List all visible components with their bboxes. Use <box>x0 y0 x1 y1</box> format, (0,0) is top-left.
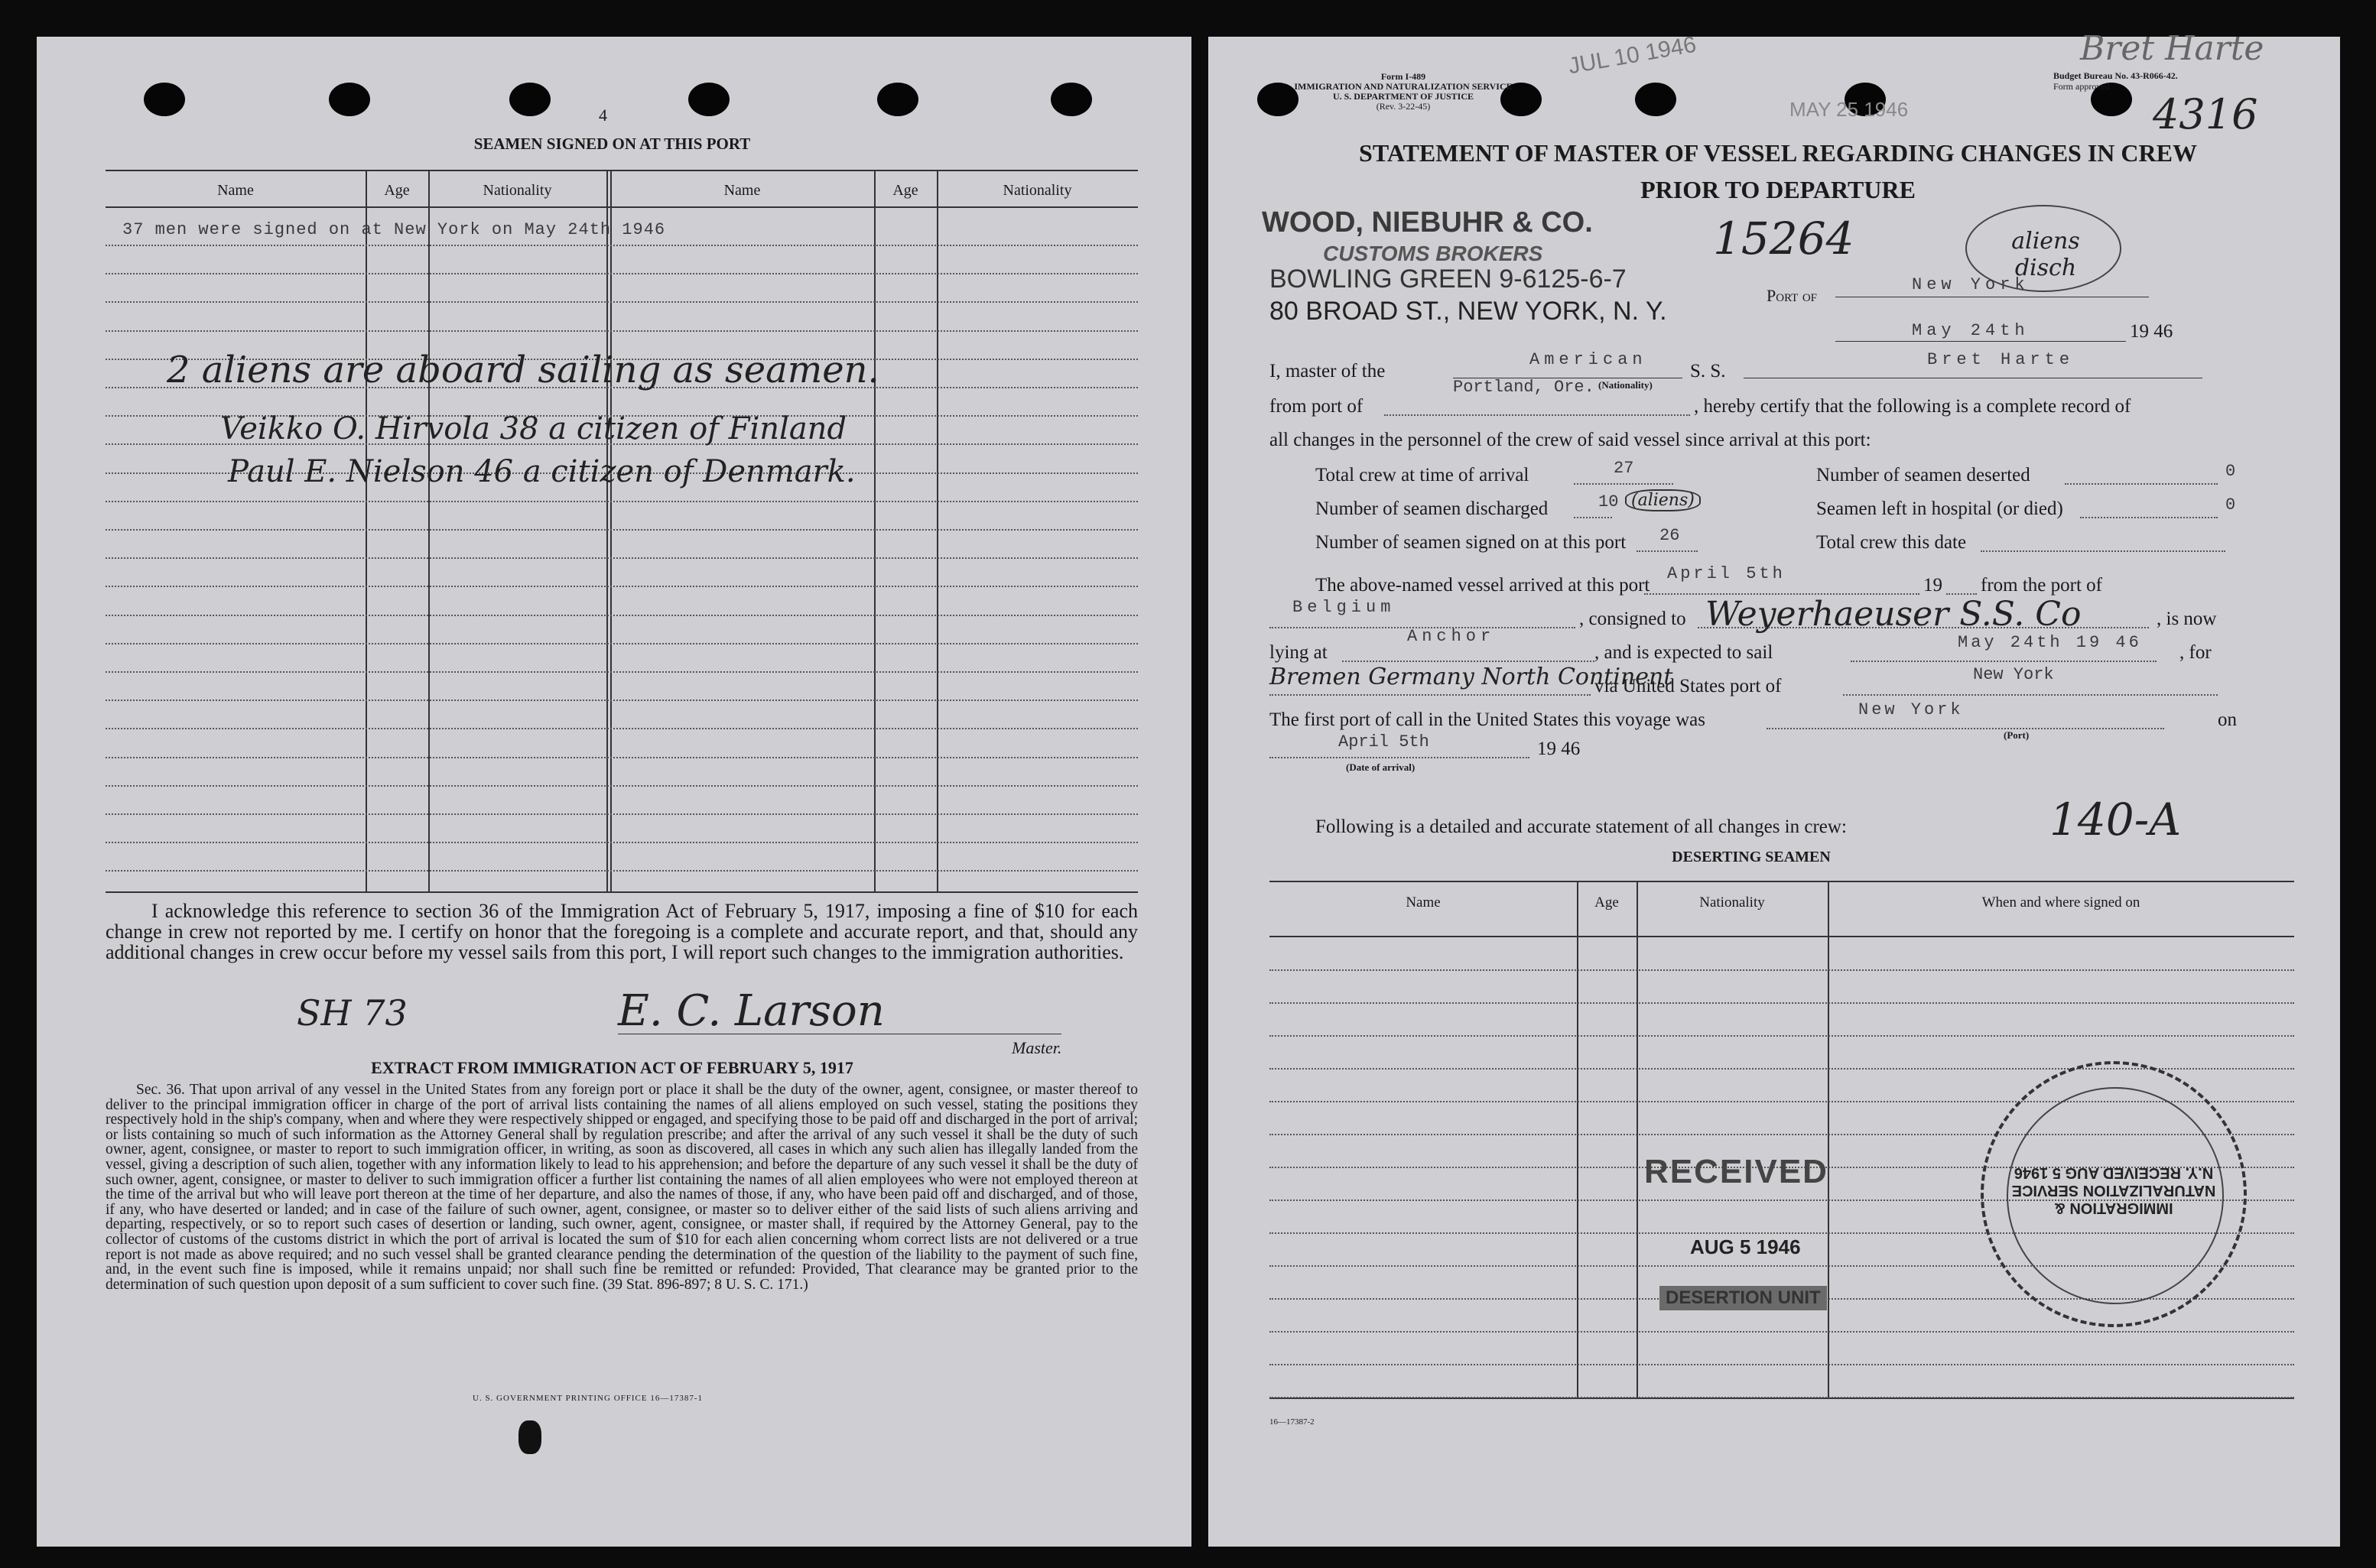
deserted-label: Number of seamen deserted <box>1816 465 2030 485</box>
lying-at-label: lying at <box>1269 642 1328 663</box>
date-stamp: MAY 25 1946 <box>1789 98 1909 121</box>
budget-note: Budget Bureau No. 43-R066-42. Form approved <box>2053 70 2178 92</box>
table-row-line <box>106 529 1138 531</box>
table-row-line <box>106 501 1138 502</box>
first-port-text: The first port of call in the United States this voyage was <box>1269 709 1706 730</box>
hand-number: 15264 <box>1713 213 1854 265</box>
table-row-line <box>106 757 1138 758</box>
ss-label: S. S. <box>1690 361 1726 381</box>
arrived-text: The above-named vessel arrived at this port <box>1315 575 1650 596</box>
certify-text: , hereby certify that the following is a complete record of <box>1694 396 2131 417</box>
from-port-label: from port of <box>1269 396 1364 417</box>
master-signature: E. C. Larson <box>618 986 885 1036</box>
table-row-line <box>106 785 1138 787</box>
from-port-of: from the port of <box>1981 575 2102 596</box>
extract-title: EXTRACT FROM IMMIGRATION ACT OF FEBRUARY 5, 1917 <box>371 1058 853 1077</box>
column-header: Nationality <box>1699 894 1765 911</box>
extract-text: Sec. 36. That upon arrival of any vessel in the United States from any foreign port or place it shall be the duty of the owner, agent, consignee, or master thereof to deliver to the principal immigration officer in charge of the port of arrival lists containing the names of all aliens employed on such vessel, stating the positions they respectively hold in the ship's company, when and where they were respectively shipped or engaged, and specifying those to be paid off and discharged in the port of arrival; or lists containing so much of such information as the Attorney General shall by regulation prescribe; and after the arrival of any such vessel it shall be the duty of such owner, agent, consignee, or master to report to such immigration officer, in writing, as soon as discovered, all cases in which any such alien has illegally landed from the vessel, giving a description of such alien, together with any information likely to lead to his apprehension; and before the departure of any such vessel it shall be the duty of such owner, agent, consignee, or master to deliver to such immigration officer a further list containing the names of all alien employees who were not employed thereon at the time of the arrival but who will leave port thereon at the time of her departure, and also the names of those, if any, who have been paid off and discharged, and of those, if any, who have deserted or landed; and in case of the failure of such owner, agent, consignee, or master so to deliver either of the said lists of such aliens arriving and departing, respectively, or so to report such cases of desertion or landing, such owner, agent, consignee, or master shall, if required by the Attorney General, pay to the collector of customs of the customs district in which the port of arrival is located the sum of $10 for each alien concerning whom correct lists are not delivered or a true report is not made as above required; and no such vessel shall be granted clearance pending the determination of the question of the liability to the payment of such fine, and, in the event such fine is imposed, while it remains unpaid; nor shall such fine be remitted or refunded: Provided, That clearance may be granted prior to the determination of such question upon deposit of a sum sufficient to cover such fine. (39 Stat. 896-897; 8 U. S. C. 171.) <box>106 1082 1138 1293</box>
form-title: STATEMENT OF MASTER OF VESSEL REGARDING CHANGES IN CREW <box>1359 139 2197 167</box>
total-crew-arrival: 27 <box>1614 459 1634 478</box>
discharged-value: 10 <box>1598 492 1619 511</box>
first-port: New York <box>1858 700 1964 719</box>
table-row-line <box>106 700 1138 701</box>
certify-text-2: all changes in the personnel of the crew of said vessel since arrival at this port: <box>1269 430 1871 450</box>
right-page <box>1208 29 2340 1547</box>
deserted-value: 0 <box>2225 462 2236 481</box>
column-header: Age <box>384 182 410 199</box>
port-value: New York <box>1912 275 2030 294</box>
punch-hole <box>144 83 185 116</box>
punch-hole <box>1051 83 1092 116</box>
arrived-date: April 5th <box>1667 564 1786 583</box>
table-row-line <box>1269 1002 2294 1004</box>
table-row-line <box>106 842 1138 843</box>
ink-blot <box>518 1420 541 1454</box>
page-number: 4 <box>599 106 607 125</box>
punch-hole <box>688 83 730 116</box>
received-stamp: RECEIVED <box>1644 1153 1828 1190</box>
table-row-line <box>106 245 1138 246</box>
date-value: May 24th <box>1912 321 2030 340</box>
on-label: on <box>2218 709 2237 730</box>
column-header: Name <box>1406 894 1441 911</box>
form-subtitle: PRIOR TO DEPARTURE <box>1640 176 1916 203</box>
is-now-label: , is now <box>2157 609 2217 629</box>
initials: SH 73 <box>297 992 408 1034</box>
hand-code: 140-A <box>2049 794 2182 846</box>
printer-line: U. S. GOVERNMENT PRINTING OFFICE 16—17387-1 <box>473 1394 704 1403</box>
broker-subtitle: CUSTOMS BROKERS <box>1323 242 1543 265</box>
printer-line: 16—17387-2 <box>1269 1417 1315 1427</box>
table-row-line <box>106 813 1138 815</box>
form-header: Form I-489 IMMIGRATION AND NATURALIZATION SERVICE U. S. DEPARTMENT OF JUSTICE (Rev. 3-22-45) <box>1294 71 1513 112</box>
via-text: via United States port of <box>1594 676 1782 696</box>
consigned-label: , consigned to <box>1579 609 1686 629</box>
signed-on-label: Number of seamen signed on at this port <box>1315 532 1627 553</box>
column-header: Age <box>1594 894 1619 911</box>
punch-hole <box>877 83 918 116</box>
discharged-label: Number of seamen discharged <box>1315 498 1549 519</box>
signed-on-value: 26 <box>1659 526 1680 545</box>
round-stamp <box>1981 1061 2247 1327</box>
received-date: AUG 5 1946 <box>1690 1235 1801 1258</box>
following-text: Following is a detailed and accurate statement of all changes in crew: <box>1315 816 1847 837</box>
received-unit: DESERTION UNIT <box>1659 1286 1827 1310</box>
arrival-year: 19 46 <box>1537 739 1581 759</box>
table-row-line <box>106 615 1138 616</box>
port-caption: (Port) <box>2004 729 2030 741</box>
for-label: , for <box>2179 642 2212 663</box>
master-label: Master. <box>1012 1038 1062 1057</box>
table-row-line <box>106 273 1138 274</box>
table-title: SEAMEN SIGNED ON AT THIS PORT <box>473 135 751 153</box>
table-row-line <box>106 301 1138 303</box>
table-row-line <box>106 671 1138 673</box>
punch-hole <box>1635 83 1676 116</box>
punch-hole <box>329 83 370 116</box>
acknowledgment-text: I acknowledge this reference to section 36 of the Immigration Act of February 5, 1917, imposing a fine of $10 for each change in crew not reported by me. I certify on honor that the foregoing is a complete and accurate report, and that, should any additional changes in crew occur before my vessel sails from this port, I will report such changes to the immigration authorities. <box>106 900 1138 963</box>
deserting-title: DESERTING SEAMEN <box>1672 849 1831 865</box>
left-page <box>37 37 1191 1547</box>
origin: Belgium <box>1292 598 1396 617</box>
total-crew-arrival-label: Total crew at time of arrival <box>1315 465 1529 485</box>
typed-entry: 37 men were signed on at New York on May 24th 1946 <box>122 220 666 239</box>
table-row-line <box>1269 969 2294 971</box>
table-row-line <box>106 643 1138 644</box>
handwritten-ship: Bret Harte <box>2080 29 2264 68</box>
table-row-line <box>106 728 1138 729</box>
arrival-date: April 5th <box>1338 732 1429 752</box>
table-row-line <box>1269 1035 2294 1037</box>
handwritten-line: Veikko O. Hirvola 38 a citizen of Finland <box>220 411 847 446</box>
circled-note: aliens disch <box>2011 228 2080 281</box>
master-of-label: I, master of the <box>1269 361 1386 381</box>
via-port: New York <box>1973 665 2054 684</box>
table-row-line <box>1269 1331 2294 1333</box>
arrived-year-prefix: 19 <box>1923 575 1942 596</box>
column-header: Name <box>217 182 254 199</box>
table-row-line <box>1269 1364 2294 1365</box>
broker-name: WOOD, NIEBUHR & CO. <box>1262 206 1593 239</box>
table-row-line <box>106 586 1138 587</box>
broker-address: 80 BROAD ST., NEW YORK, N. Y. <box>1269 297 1667 326</box>
punch-hole <box>509 83 551 116</box>
lying-value: Anchor <box>1407 627 1496 646</box>
nationality-value: American <box>1529 350 1647 369</box>
hospital-label: Seamen left in hospital (or died) <box>1816 498 2063 519</box>
destination: Bremen Germany North Continent <box>1269 664 1673 690</box>
discharged-note: (aliens) <box>1625 489 1701 511</box>
file-number: 4316 <box>2153 90 2258 138</box>
table-row-line <box>1269 1397 2294 1398</box>
nationality-caption: (Nationality) <box>1598 379 1653 391</box>
table-row-line <box>106 557 1138 559</box>
column-header: Name <box>723 182 761 199</box>
arrival-caption: (Date of arrival) <box>1346 761 1416 773</box>
hospital-value: 0 <box>2225 495 2236 515</box>
table-row-line <box>106 330 1138 332</box>
column-header: Nationality <box>1003 182 1072 199</box>
total-crew-date-label: Total crew this date <box>1816 532 1967 553</box>
date-year: 19 46 <box>2130 321 2173 342</box>
handwritten-line: Paul E. Nielson 46 a citizen of Denmark. <box>228 454 856 489</box>
ship-name: Bret Harte <box>1927 350 2075 369</box>
round-stamp-text: IMMIGRATION & NATURALIZATION SERVICE N.Y. RECEIVED AUG 5 1946 <box>2011 1164 2216 1216</box>
from-port-value: Portland, Ore. <box>1453 378 1594 397</box>
table-row-line <box>106 870 1138 872</box>
consignee: Weyerhaeuser S.S. Co <box>1705 595 2082 634</box>
column-header: When and where signed on <box>1981 894 2140 911</box>
column-header: Age <box>892 182 918 199</box>
sail-date: May 24th 19 46 <box>1958 633 2142 652</box>
column-header: Nationality <box>483 182 552 199</box>
expected-text: , and is expected to sail <box>1594 642 1773 663</box>
handwritten-line: 2 aliens are aboard sailing as seamen. <box>167 349 879 391</box>
broker-phone: BOWLING GREEN 9-6125-6-7 <box>1269 265 1627 294</box>
port-label: Port of <box>1767 286 1818 305</box>
date-stamp: JUL 10 1946 <box>1566 31 1698 80</box>
